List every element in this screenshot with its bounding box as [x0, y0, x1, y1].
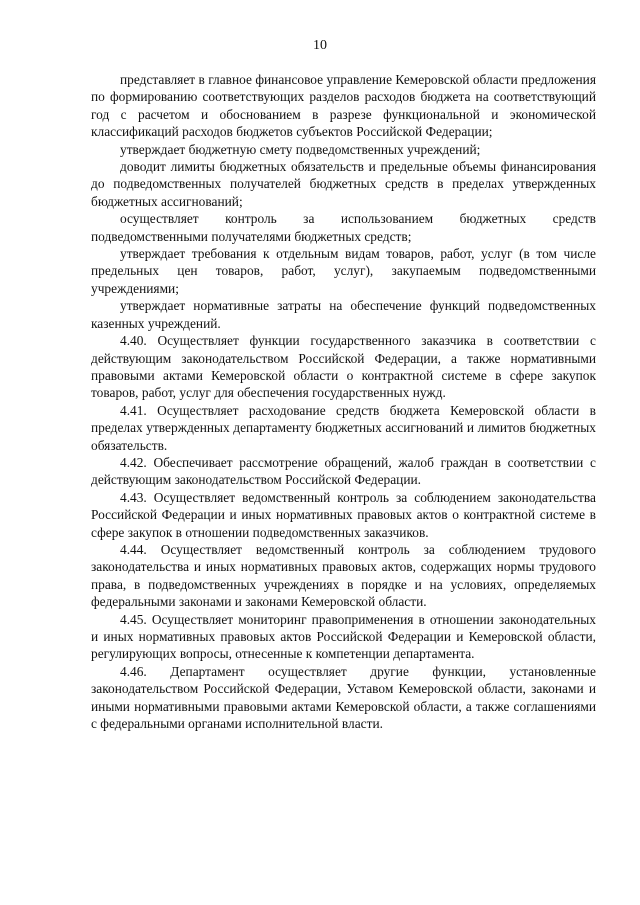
document-body: [91, 71, 596, 732]
paragraph: утверждает нормативные затраты на обеспечение функций подведомственных казенных учреждений.: [91, 298, 596, 331]
paragraph: 4.43. Осуществляет ведомственный контроль за соблюдением законодательства Российской Федерации и иных нормативных правовых актов о контрактной системе в сфере закупок в отношении подведомственных заказчиков.: [91, 489, 596, 540]
paragraph: доводит лимиты бюджетных обязательств и предельные объемы финансирования до подведомственных получателей бюджетных средств в пределах утвержденных бюджетных ассигнований;: [91, 159, 596, 209]
page-number: 10: [313, 38, 327, 53]
paragraph: 4.40. Осуществляет функции государственного заказчика в соответствии с действующим законодательством Российской Федерации, а также нормативными правовыми актами Кемеровской области о контрактной системе в сфере закупок товаров, работ, услуг для обеспечения государственных нужд.: [91, 333, 596, 401]
paragraph: 4.44. Осуществляет ведомственный контроль за соблюдением трудового законодательства и иных нормативных правовых актов, содержащих нормы трудового права, в подведомственных учреждениях в порядке и на условиях, определяемых федеральными законами и законами Кемеровской области.: [91, 541, 596, 610]
paragraph: 4.45. Осуществляет мониторинг правоприменения в отношении законодательных и иных нормативных правовых актов Российской Федерации и Кемеровской области, регулирующих вопросы, отнесенные к компетенции департамента.: [91, 611, 596, 662]
paragraph: представляет в главное финансовое управление Кемеровской области предложения по формированию соответствующих разделов расходов бюджета на соответствующий год с расчетом и обоснованием в разрезе функциональной и экономической классификаций расходов бюджетов субъектов Российской Федерации;: [91, 72, 596, 140]
paragraph: 4.42. Обеспечивает рассмотрение обращений, жалоб граждан в соответствии с действующим законодательством Российской Федерации.: [91, 454, 596, 488]
paragraph: осуществляет контроль за использованием бюджетных средств подведомственными получателями бюджетных средств;: [91, 211, 596, 244]
paragraph: 4.41. Осуществляет расходование средств бюджета Кемеровской области в пределах утвержденных департаменту бюджетных ассигнований и лимитов бюджетных обязательств.: [91, 402, 596, 453]
paragraph: 4.46. Департамент осуществляет другие функции, установленные законодательством Российской Федерации, Уставом Кемеровской области, законами и иными нормативными правовыми актами Кемеровской области, а также соглашениями с федеральными органами исполнительной власти.: [91, 663, 596, 732]
paragraph: утверждает требования к отдельным видам товаров, работ, услуг (в том числе предельных цен товаров, работ, услуг), закупаемым подведомственными учреждениями;: [91, 246, 596, 296]
paragraph: утверждает бюджетную смету подведомственных учреждений;: [120, 141, 481, 157]
